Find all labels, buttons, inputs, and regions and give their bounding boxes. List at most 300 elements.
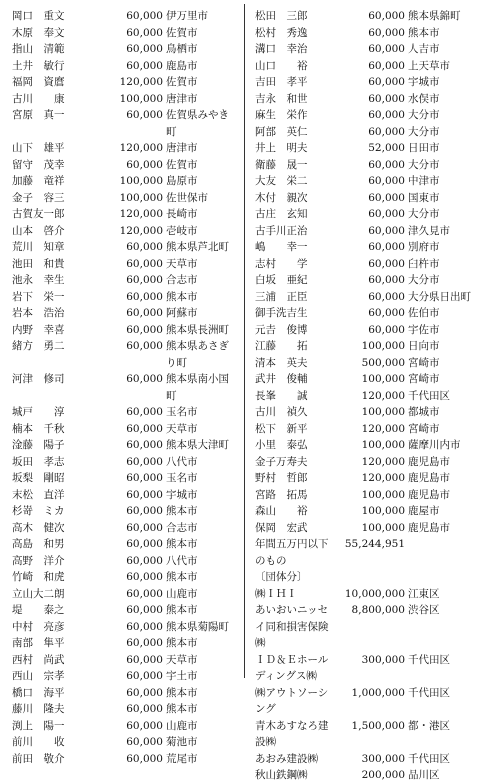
- donor-name: 吉永 和世: [255, 92, 308, 105]
- donor-name: 高野 洋介: [12, 554, 65, 567]
- donor-address: 千代田区: [408, 686, 450, 699]
- donation-amount: 60,000: [368, 26, 405, 39]
- donation-row: [255, 223, 469, 240]
- donation-row: [12, 272, 237, 289]
- donor-name: 武井 俊輔: [255, 373, 308, 385]
- donation-amount: 60,000: [126, 422, 163, 435]
- donor-address: 熊本市: [166, 604, 198, 616]
- donation-row: [255, 520, 469, 537]
- donation-row: [12, 41, 237, 58]
- donor-name: 青木あすなろ建設㈱: [255, 719, 329, 748]
- donation-amount: 60,000: [368, 191, 405, 204]
- donor-name: 河津 修司: [12, 373, 65, 385]
- donation-row: [12, 322, 237, 339]
- donation-amount: 100,000: [361, 488, 405, 501]
- donor-name: 山口 裕: [255, 59, 308, 72]
- donation-amount: 60,000: [126, 554, 163, 567]
- donor-name: 志村 学: [255, 257, 308, 270]
- donation-amount: 60,000: [368, 43, 405, 55]
- donor-address: 宮崎市: [408, 356, 440, 369]
- donation-row: [12, 635, 237, 652]
- donation-row: [255, 107, 469, 124]
- donor-address: 中津市: [408, 175, 440, 187]
- donor-name: 保岡 宏武: [255, 521, 308, 534]
- donation-row: [12, 74, 237, 91]
- donation-amount: 100,000: [119, 92, 163, 105]
- donor-name: 楠本 千秋: [12, 422, 65, 435]
- donation-row: [255, 140, 469, 157]
- donor-name: 清本 英夫: [255, 356, 308, 369]
- donor-address: 菊池市: [166, 736, 198, 748]
- donation-amount: 60,000: [126, 703, 163, 715]
- donation-amount: 60,000: [126, 10, 163, 22]
- donation-amount: 52,000: [368, 142, 405, 154]
- donor-address: 八代市: [166, 455, 198, 468]
- donor-address: 熊本県南小国町: [166, 373, 229, 402]
- donation-amount: 60,000: [126, 521, 163, 534]
- donor-name: 麻生 栄作: [255, 109, 308, 121]
- donor-address: 熊本市: [166, 290, 198, 303]
- donor-address: 佐世保市: [166, 191, 208, 204]
- donation-amount: 60,000: [126, 488, 163, 501]
- donation-row: [12, 223, 237, 240]
- donation-amount: 60,000: [126, 571, 163, 583]
- donor-name: 高木 健次: [12, 521, 65, 534]
- donation-row: [12, 239, 237, 256]
- donation-row: [12, 734, 237, 751]
- donor-address: 阿蘇市: [166, 307, 198, 319]
- donation-amount: 60,000: [126, 736, 163, 748]
- donor-name: 古賀友一郎: [12, 208, 65, 220]
- donor-name: 古川 康: [12, 92, 65, 105]
- donation-row: [255, 239, 469, 256]
- donor-address: 臼杵市: [408, 257, 440, 270]
- donor-name: ＩＤ＆Ｅホールディングス㈱: [255, 653, 329, 682]
- donation-row: [255, 503, 469, 520]
- donation-amount: 300,000: [361, 653, 405, 666]
- donation-amount: 100,000: [361, 521, 405, 534]
- donor-name: 前田 敬介: [12, 752, 65, 765]
- donation-amount: 60,000: [368, 125, 405, 138]
- donation-row: [12, 107, 237, 140]
- donor-address: 熊本県菊陽町: [166, 620, 229, 633]
- donor-name: 杉嵜 ミカ: [12, 505, 65, 517]
- donation-amount: 60,000: [368, 175, 405, 187]
- donation-amount: 60,000: [126, 439, 163, 451]
- donor-name: 井上 明夫: [255, 142, 308, 154]
- donor-address: 佐伯市: [408, 307, 440, 319]
- donor-name: 三浦 正臣: [255, 290, 308, 303]
- donor-address: 荒尾市: [166, 752, 198, 765]
- donation-amount: 60,000: [126, 241, 163, 253]
- donor-name: 西山 宗孝: [12, 670, 65, 682]
- donation-row: [255, 74, 469, 91]
- donation-row: [12, 91, 237, 108]
- donor-name: 西村 尚武: [12, 653, 65, 666]
- donor-address: 鹿児島市: [408, 488, 450, 501]
- donation-row: [12, 718, 237, 735]
- donor-name: 嶋 幸一: [255, 241, 308, 253]
- donor-address: 熊本市: [166, 571, 198, 583]
- donor-name: 高島 和男: [12, 538, 65, 550]
- donor-name: 末松 直洋: [12, 488, 65, 501]
- donation-row: [12, 751, 237, 768]
- donor-name: 藤川 隆夫: [12, 703, 65, 715]
- donor-name: 年間五万円以下のもの: [255, 538, 329, 567]
- donor-name: 池田 和貴: [12, 257, 65, 270]
- donor-name: 堤 泰之: [12, 604, 65, 616]
- donor-address: 唐津市: [166, 142, 198, 154]
- donation-amount: 100,000: [119, 175, 163, 187]
- donation-row: [255, 272, 469, 289]
- donation-amount: 120,000: [119, 208, 163, 220]
- donation-amount: 100,000: [361, 439, 405, 451]
- donation-row: [12, 140, 237, 157]
- donation-amount: 60,000: [126, 538, 163, 550]
- donor-address: 熊本市: [408, 26, 440, 39]
- donation-amount: 100,000: [361, 406, 405, 418]
- donor-name: 白坂 亜紀: [255, 274, 308, 286]
- donation-amount: 120,000: [119, 224, 163, 237]
- donor-name: 山本 啓介: [12, 224, 65, 237]
- donor-address: 玉名市: [166, 406, 198, 418]
- donation-amount: 500,000: [361, 356, 405, 369]
- donation-amount: 120,000: [119, 76, 163, 88]
- donor-address: 千代田区: [408, 752, 450, 765]
- donation-row: [12, 404, 237, 421]
- donor-name: 金子 容三: [12, 191, 65, 204]
- donation-amount: 120,000: [119, 142, 163, 154]
- donor-address: 熊本県大津町: [166, 439, 229, 451]
- donation-row: [12, 338, 237, 371]
- section-header: [255, 569, 469, 586]
- donor-address: 伊万里市: [166, 10, 208, 22]
- donor-address: 大分市: [408, 274, 440, 286]
- donor-address: 鹿屋市: [408, 505, 440, 517]
- donation-amount: 60,000: [368, 208, 405, 220]
- donation-row: [255, 25, 469, 42]
- donation-amount: 200,000: [361, 769, 405, 781]
- donor-name: 岩本 浩治: [12, 307, 65, 319]
- donation-row: [255, 256, 469, 273]
- donation-amount: 60,000: [368, 290, 405, 303]
- donor-name: 土井 敏行: [12, 59, 65, 72]
- donation-amount: 60,000: [126, 637, 163, 649]
- donation-row: [255, 91, 469, 108]
- donation-amount: 60,000: [126, 373, 163, 385]
- donation-amount: 300,000: [361, 752, 405, 765]
- donor-name: 坂田 孝志: [12, 455, 65, 468]
- donation-amount: 60,000: [126, 670, 163, 682]
- donation-amount: 60,000: [126, 719, 163, 732]
- donation-amount: 60,000: [126, 752, 163, 765]
- donor-address: 上天草市: [408, 59, 450, 72]
- donation-row: [255, 404, 469, 421]
- donor-address: 熊本市: [166, 505, 198, 517]
- donation-amount: 60,000: [126, 26, 163, 39]
- donor-name: 山下 雄平: [12, 142, 65, 154]
- donation-amount: 100,000: [361, 505, 405, 517]
- donation-row: [255, 536, 469, 569]
- donor-name: 立山大二朗: [12, 587, 65, 600]
- donor-name: 渕上 陽一: [12, 719, 65, 732]
- donor-address: 熊本県錦町: [408, 10, 461, 22]
- donor-address: 大分市: [408, 125, 440, 138]
- donation-amount: 60,000: [126, 307, 163, 319]
- donation-row: [12, 685, 237, 702]
- donor-address: 宇佐市: [408, 323, 440, 336]
- donor-address: 宇土市: [166, 670, 198, 682]
- donation-amount: 60,000: [126, 472, 163, 484]
- donor-address: 日向市: [408, 340, 440, 352]
- donation-amount: 60,000: [368, 307, 405, 319]
- donor-name: 阿部 英仁: [255, 125, 308, 138]
- donor-address: 国東市: [408, 191, 440, 204]
- donation-amount: 60,000: [368, 323, 405, 336]
- donor-name: 古川 禎久: [255, 406, 308, 418]
- donor-name: 橋口 海平: [12, 686, 65, 699]
- donation-amount: 60,000: [368, 224, 405, 237]
- donor-name: 指山 清範: [12, 43, 65, 55]
- donation-row: [255, 338, 469, 355]
- donor-address: 千代田区: [408, 389, 450, 402]
- donation-amount: 120,000: [361, 455, 405, 468]
- donor-address: 鳥栖市: [166, 43, 198, 55]
- donation-row: [255, 58, 469, 75]
- donor-name: 岩下 栄一: [12, 290, 65, 303]
- donation-amount: 60,000: [368, 59, 405, 72]
- donor-address: 玉名市: [166, 472, 198, 484]
- donor-name: 溝口 幸治: [255, 43, 308, 55]
- donation-amount: 60,000: [126, 620, 163, 633]
- donation-row: [255, 322, 469, 339]
- donor-address: 宇城市: [166, 488, 198, 501]
- donation-row: [255, 388, 469, 405]
- donor-address: 別府市: [408, 241, 440, 253]
- donation-amount: 60,000: [368, 92, 405, 105]
- donation-row: [255, 355, 469, 372]
- donation-row: [255, 157, 469, 174]
- donor-name: 淦藤 陽子: [12, 439, 65, 451]
- donor-address: 合志市: [166, 274, 198, 286]
- donation-row: [12, 256, 237, 273]
- donor-address: 品川区: [408, 769, 440, 781]
- donor-address: 佐賀県みやき町: [166, 109, 229, 138]
- donor-name: 宮原 真一: [12, 109, 65, 121]
- donor-name: 松下 新平: [255, 422, 308, 435]
- donation-amount: 60,000: [368, 10, 405, 22]
- donor-address: 佐賀市: [166, 26, 198, 39]
- donor-address: 宇城市: [408, 76, 440, 88]
- donation-row: [255, 487, 469, 504]
- donor-address: 天草市: [166, 653, 198, 666]
- donation-amount: 60,000: [126, 505, 163, 517]
- donor-name: 岡口 重文: [12, 10, 65, 22]
- donor-name: 秋山鉄鋼㈱: [255, 769, 308, 781]
- donation-amount: 60,000: [126, 59, 163, 72]
- donor-name: 池永 幸生: [12, 274, 65, 286]
- donation-amount: 60,000: [368, 109, 405, 121]
- donation-row: [12, 25, 237, 42]
- donor-name: 城戸 淳: [12, 406, 65, 418]
- donor-name: あおみ建設㈱: [255, 752, 318, 765]
- donor-name: 木付 親次: [255, 191, 308, 204]
- donation-amount: 60,000: [126, 340, 163, 352]
- donation-row: [255, 718, 469, 751]
- donation-row: [12, 454, 237, 471]
- donation-row: [12, 652, 237, 669]
- donor-name: 坂梨 剛昭: [12, 472, 65, 484]
- donation-amount: 60,000: [368, 274, 405, 286]
- donation-amount: 60,000: [126, 323, 163, 336]
- donation-amount: 8,800,000: [351, 604, 405, 616]
- donation-row: [255, 685, 469, 718]
- donation-row: [12, 190, 237, 207]
- donor-name: 内野 幸喜: [12, 323, 65, 336]
- donation-row: [12, 421, 237, 438]
- donation-row: [12, 520, 237, 537]
- donation-row: [12, 536, 237, 553]
- donor-name: 野村 哲郎: [255, 472, 308, 484]
- donor-address: 江東区: [408, 587, 440, 600]
- donation-amount: 60,000: [368, 76, 405, 88]
- donation-row: [12, 206, 237, 223]
- donor-address: 熊本県あさぎり町: [166, 340, 229, 369]
- donor-address: 津久見市: [408, 224, 450, 237]
- donor-address: 都城市: [408, 406, 440, 418]
- donor-address: 熊本市: [166, 686, 198, 699]
- donation-row: [12, 602, 237, 619]
- donation-row: [255, 421, 469, 438]
- donor-name: 加藤 竜祥: [12, 175, 65, 187]
- donor-name: 吉田 孝平: [255, 76, 308, 88]
- donation-row: [12, 58, 237, 75]
- donation-row: [12, 157, 237, 174]
- donor-name: 衛藤 晟一: [255, 158, 308, 171]
- donation-amount: 55,244,951: [344, 538, 405, 550]
- donation-amount: 60,000: [126, 604, 163, 616]
- donation-row: [255, 454, 469, 471]
- donation-amount: 100,000: [119, 191, 163, 204]
- donation-row: [12, 305, 237, 322]
- donation-amount: 120,000: [361, 472, 405, 484]
- donor-address: 千代田区: [408, 653, 450, 666]
- donor-address: 大分県日出町: [408, 290, 471, 303]
- donor-name: 小里 泰弘: [255, 439, 308, 451]
- donor-address: 鹿児島市: [408, 472, 450, 484]
- donation-amount: 60,000: [126, 109, 163, 121]
- donor-address: 壱岐市: [166, 224, 198, 237]
- donation-row: [12, 487, 237, 504]
- donor-address: 人吉市: [408, 43, 440, 55]
- donor-name: 留守 茂幸: [12, 158, 65, 171]
- donor-address: 鹿児島市: [408, 521, 450, 534]
- donation-amount: 60,000: [368, 241, 405, 253]
- donation-amount: 1,500,000: [351, 719, 405, 732]
- donation-row: [12, 619, 237, 636]
- donor-address: 長崎市: [166, 208, 198, 220]
- donor-address: 島原市: [166, 175, 198, 187]
- donor-name: 〔団体分〕: [255, 571, 308, 583]
- donation-amount: 60,000: [126, 653, 163, 666]
- donation-amount: 120,000: [361, 389, 405, 402]
- donation-row: [255, 751, 469, 768]
- donation-row: [12, 371, 237, 404]
- donor-name: 古手川正治: [255, 224, 308, 237]
- donor-address: 熊本市: [166, 703, 198, 715]
- donor-address: 熊本県芦北町: [166, 241, 229, 253]
- donation-amount: 120,000: [361, 422, 405, 435]
- donation-row: [255, 8, 469, 25]
- donor-address: 熊本県長洲町: [166, 323, 229, 336]
- donation-row: [12, 569, 237, 586]
- donation-row: [255, 124, 469, 141]
- donation-row: [12, 289, 237, 306]
- right-column: [255, 8, 469, 784]
- donation-amount: 60,000: [126, 43, 163, 55]
- donation-amount: 60,000: [126, 158, 163, 171]
- donation-row: [255, 371, 469, 388]
- donation-row: [12, 470, 237, 487]
- donor-address: 佐賀市: [166, 158, 198, 171]
- donor-address: 天草市: [166, 422, 198, 435]
- donation-row: [255, 602, 469, 652]
- donor-name: 荒川 知章: [12, 241, 65, 253]
- donor-address: 大分市: [408, 158, 440, 171]
- donation-row: [255, 206, 469, 223]
- donor-address: 大分市: [408, 208, 440, 220]
- donation-row: [255, 41, 469, 58]
- donor-name: 宮路 拓馬: [255, 488, 308, 501]
- donation-row: [12, 503, 237, 520]
- donation-row: [12, 8, 237, 25]
- donation-amount: 60,000: [126, 686, 163, 699]
- donor-address: 唐津市: [166, 92, 198, 105]
- donation-row: [255, 470, 469, 487]
- donor-name: 中村 亮彦: [12, 620, 65, 633]
- donation-amount: 100,000: [361, 340, 405, 352]
- donor-name: 松田 三郎: [255, 10, 308, 22]
- donor-address: 都・港区: [408, 719, 450, 732]
- donor-address: 熊本市: [166, 538, 198, 550]
- donor-address: 山鹿市: [166, 587, 198, 600]
- donor-name: 松村 秀逸: [255, 26, 308, 39]
- donor-name: 前川 收: [12, 736, 65, 748]
- donation-amount: 60,000: [126, 455, 163, 468]
- donor-name: あいおいニッセイ同和損害保険㈱: [255, 604, 329, 649]
- donor-address: 山鹿市: [166, 719, 198, 732]
- donor-address: 天草市: [166, 257, 198, 270]
- donation-row: [255, 437, 469, 454]
- donation-row: [12, 668, 237, 685]
- donor-address: 薩摩川内市: [408, 439, 461, 451]
- donation-amount: 100,000: [361, 373, 405, 385]
- donor-name: 大友 栄二: [255, 175, 308, 187]
- donation-amount: 60,000: [126, 290, 163, 303]
- donor-name: 緒方 勇二: [12, 340, 65, 352]
- donor-name: 御手洗吉生: [255, 307, 308, 319]
- donor-address: 日田市: [408, 142, 440, 154]
- donor-name: 古庄 玄知: [255, 208, 308, 220]
- donor-address: 宮崎市: [408, 373, 440, 385]
- donation-amount: 60,000: [126, 274, 163, 286]
- donation-row: [255, 190, 469, 207]
- donor-address: 鹿島市: [166, 59, 198, 72]
- donor-name: 福岡 資麿: [12, 76, 65, 88]
- donation-amount: 60,000: [126, 587, 163, 600]
- donation-amount: 10,000,000: [344, 587, 405, 600]
- donation-amount: 60,000: [126, 257, 163, 270]
